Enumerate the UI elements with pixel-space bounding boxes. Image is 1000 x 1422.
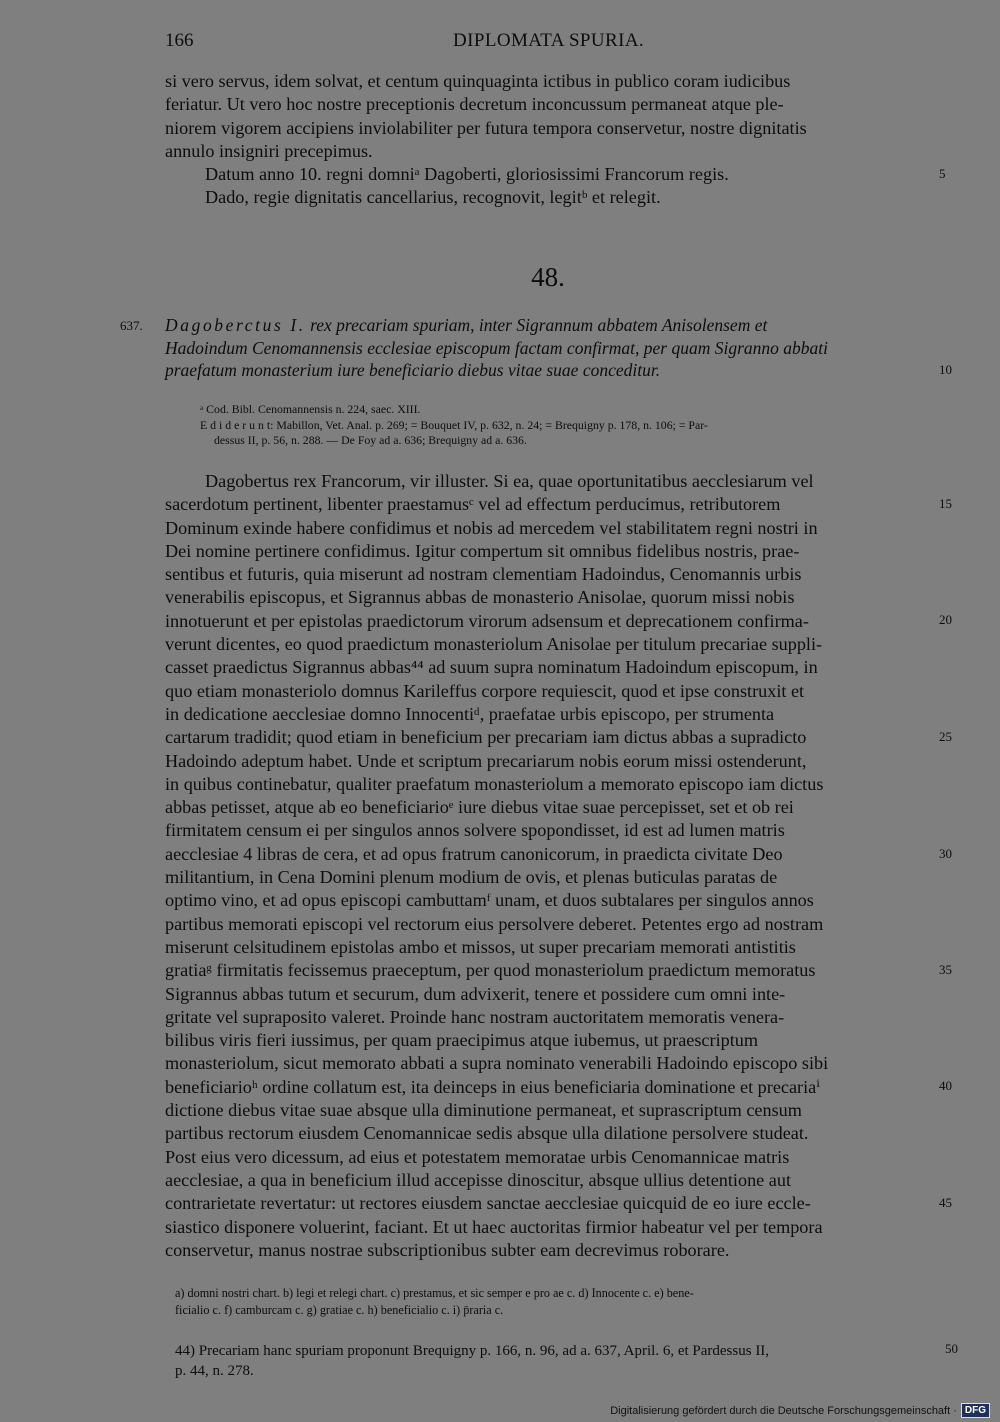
body-line: in dedicatione aecclesiae domno Innocentiᵈ, praefatae urbis episcopo, per strumenta [165, 703, 775, 724]
continued-paragraph [165, 70, 935, 163]
body-line: Sigrannus abbas tutum et securum, dum advixerit, tenere et possidere cum omni inte- [165, 983, 786, 1004]
source-notes [200, 402, 930, 449]
regest [165, 314, 935, 382]
commentary-note [175, 1341, 945, 1381]
body-line: militantium, in Cena Domini plenum modium de ovis, et plenas buticulas paratas de [165, 867, 778, 888]
body-line: sentibus et futuris, quia miserunt ad nostram clementiam Hadoindus, Cenomannis urbis [165, 564, 802, 585]
body-line: gritate vel supraposito valeret. Proinde hanc nostram auctoritatem memoratis venera- [165, 1006, 785, 1027]
body-line: contrarietate revertatur: ut rectores eiusdem sanctae aecclesiae quicquid de eo iure eccle- [165, 1193, 811, 1214]
body-line: beneficiarioʰ ordine collatum est, ita deinceps in eius beneficiaria dominatione et precariaⁱ [165, 1076, 820, 1097]
source-line: ᵃ Cod. Bibl. Cenomannensis n. 224, saec. XIII. [200, 402, 421, 416]
recognition-line [165, 186, 935, 209]
body-line: aecclesiae, a qua in beneficium illud accepisse dinoscitur, absque ullius detentione aut [165, 1169, 792, 1190]
regest-text: praefatum monasterium iure beneficiario diebus vitae suae conceditur. [165, 360, 661, 380]
document-date: 637. [120, 318, 143, 333]
running-title: DIPLOMATA SPURIA. [453, 30, 645, 51]
body-line: innotuerunt et per epistolas praedictorum virorum adsensum et deprecationem confirma- [165, 610, 809, 631]
line-number: 5 [939, 166, 946, 181]
regest-text: rex precariam spuriam, inter Sigrannum abbatem Anisolensem et [305, 315, 768, 335]
body-line: venerabilis episcopus, et Sigrannus abbas de monasterio Anisolae, quorum missi nobis [165, 587, 795, 608]
body-line: gratiaᵍ firmitatis fecissemus praeceptum, per quod monasteriolum praedictum memoratus [165, 960, 816, 981]
text-line: si vero servus, idem solvat, et centum quinquaginta ictibus in publico coram iudicibus [165, 71, 791, 91]
body-line: conservetur, manus nostrae subscriptionibus subter eam decrevimus roborare. [165, 1239, 730, 1260]
body-line: verunt dicentes, eo quod praedictum monasteriolum Anisolae per titulum precariae suppli- [165, 634, 823, 655]
body-line: partibus rectorum eiusdem Cenomannicae sedis absque ulla dilatione persolvere studeat. [165, 1123, 809, 1144]
body-line: firmitatem censum ei per singulos annos solvere spopondisset, id est ad lumen matris [165, 820, 785, 841]
text-line: niorem vigorem accipiens inviolabiliter per futura tempora conservetur, nostre dignitatis [165, 117, 807, 138]
datum-text: Datum anno 10. regni domniᵃ Dagoberti, gloriosissimi Francorum regis. [205, 164, 729, 185]
dfg-logo: DFG [961, 1403, 990, 1418]
line-number: 30 [939, 846, 952, 861]
body-line: sacerdotum pertinent, libenter praestamusᶜ vel ad effectum perducimus, retributorem [165, 494, 781, 515]
body-line: casset praedictus Sigrannus abbas⁴⁴ ad suum supra nominatum Hadoindum episcopum, in [165, 657, 818, 678]
document-number: 48. [531, 262, 565, 292]
body-line: Post eius vero dicessum, ad eius et potestatem memoratae urbis Cenomannicae matris [165, 1146, 790, 1167]
textual-footnotes [175, 1285, 935, 1318]
credit-text: Digitalisierung gefördert durch die Deutsche Forschungsgemeinschaft · [610, 1404, 957, 1417]
body-line: cartarum tradidit; quod etiam in beneficium per precariam iam dictus abbas a supradicto [165, 727, 807, 748]
page-header [165, 30, 935, 60]
regest-ruler-name: Dagoberctus I. [165, 315, 306, 335]
commentary-line: p. 44, n. 278. [175, 1363, 254, 1379]
body-line: Dagobertus rex Francorum, vir illuster. Si ea, quae oportunitatibus aecclesiarum vel [205, 471, 814, 491]
digitization-credit [610, 1403, 990, 1418]
line-number: 40 [939, 1078, 952, 1093]
body-line: partibus memorati episcopi vel rectorum eius persolvere deberet. Petentes ergo ad nostram [165, 913, 824, 934]
line-number: 50 [945, 1341, 958, 1356]
line-number: 20 [939, 612, 952, 627]
charter-text [165, 470, 935, 1262]
text-line: annulo insigniri precepimus. [165, 140, 373, 161]
body-line: dictione diebus vitae suae absque ulla diminutione permaneat, et suprascriptum censum [165, 1100, 802, 1121]
datum-line [165, 163, 935, 186]
line-number: 45 [939, 1195, 952, 1210]
footnote-line: a) domni nostri chart. b) legi et relegi chart. c) prestamus, et sic semper e pro ae c. d) Innocente c. e) bene- [175, 1286, 694, 1300]
footnote-line: ficialio c. f) camburcam c. g) gratiae c. h) beneficialio c. i) p̄raria c. [175, 1302, 504, 1317]
recognition-text: Dado, regie dignitatis cancellarius, recognovit, legitᵇ et relegit. [205, 187, 661, 208]
body-line: aecclesiae 4 libras de cera, et ad opus fratrum canonicorum, in praedicta civitate Deo [165, 843, 783, 864]
source-line: dessus II, p. 56, n. 288. — De Foy ad a. 636; Brequigny ad a. 636. [214, 433, 527, 447]
body-line: monasteriolum, sicut memorato abbati a supra nominato venerabili Hadoindo episcopo sibi [165, 1053, 829, 1074]
commentary-line: 44) Precariam hanc spuriam proponunt Brequigny p. 166, n. 96, ad a. 637, April. 6, et Pardessus II, [175, 1343, 770, 1359]
body-line: Dominum exinde habere confidimus et nobis ad mercedem vel stabilitatem regni nostri in [165, 517, 818, 538]
source-line: E d i d e r u n t: Mabillon, Vet. Anal. p. 269; = Bouquet IV, p. 632, n. 24; = Brequigny p. 178, n. 106; = Par- [200, 417, 708, 432]
line-number: 10 [939, 362, 952, 377]
continued-text [165, 70, 935, 210]
text-line: feriatur. Ut vero hoc nostre preceptionis decretum inconcussum permaneat atque ple- [165, 94, 784, 115]
page-number: 166 [165, 30, 194, 51]
body-line: optimo vino, et ad opus episcopi cambuttamᶠ unam, et duos subtalares per singulos annos [165, 890, 814, 911]
body-line: in quibus continebatur, qualiter praefatum monasteriolum a memorato episcopo iam dictus [165, 773, 824, 794]
body-line: quo etiam monasteriolo domnus Karileffus corpore requiescit, quod et ipse construxit et [165, 680, 805, 701]
regest-text: Hadoindum Cenomannensis ecclesiae episcopum factam confirmat, per quam Sigranno abbati [165, 337, 828, 358]
body-line: Hadoindo adeptum habet. Unde et scriptum precariarum nobis eorum missi ostenderunt, [165, 750, 807, 771]
body-line: Dei nomine pertinere confidimus. Igitur compertum sit omnibus fidelibus nostris, prae- [165, 540, 800, 561]
line-number: 25 [939, 729, 952, 744]
body-line: siastico disponere voluerint, faciant. Et ut haec auctoritas firmior habeatur vel per tempora [165, 1216, 823, 1237]
body-line: miserunt celsitudinem epistolas ambo et missos, ut super precariam memorati antistitis [165, 936, 796, 957]
body-line: bilibus viris fieri iussimus, per quam praecipimus atque iubemus, ut praescriptum [165, 1030, 759, 1051]
body-line: abbas petisset, atque ab eo beneficiarioᵉ iure diebus vitae suae percepisset, set et ob rei [165, 797, 794, 818]
line-number: 15 [939, 496, 952, 511]
line-number: 35 [939, 962, 952, 977]
